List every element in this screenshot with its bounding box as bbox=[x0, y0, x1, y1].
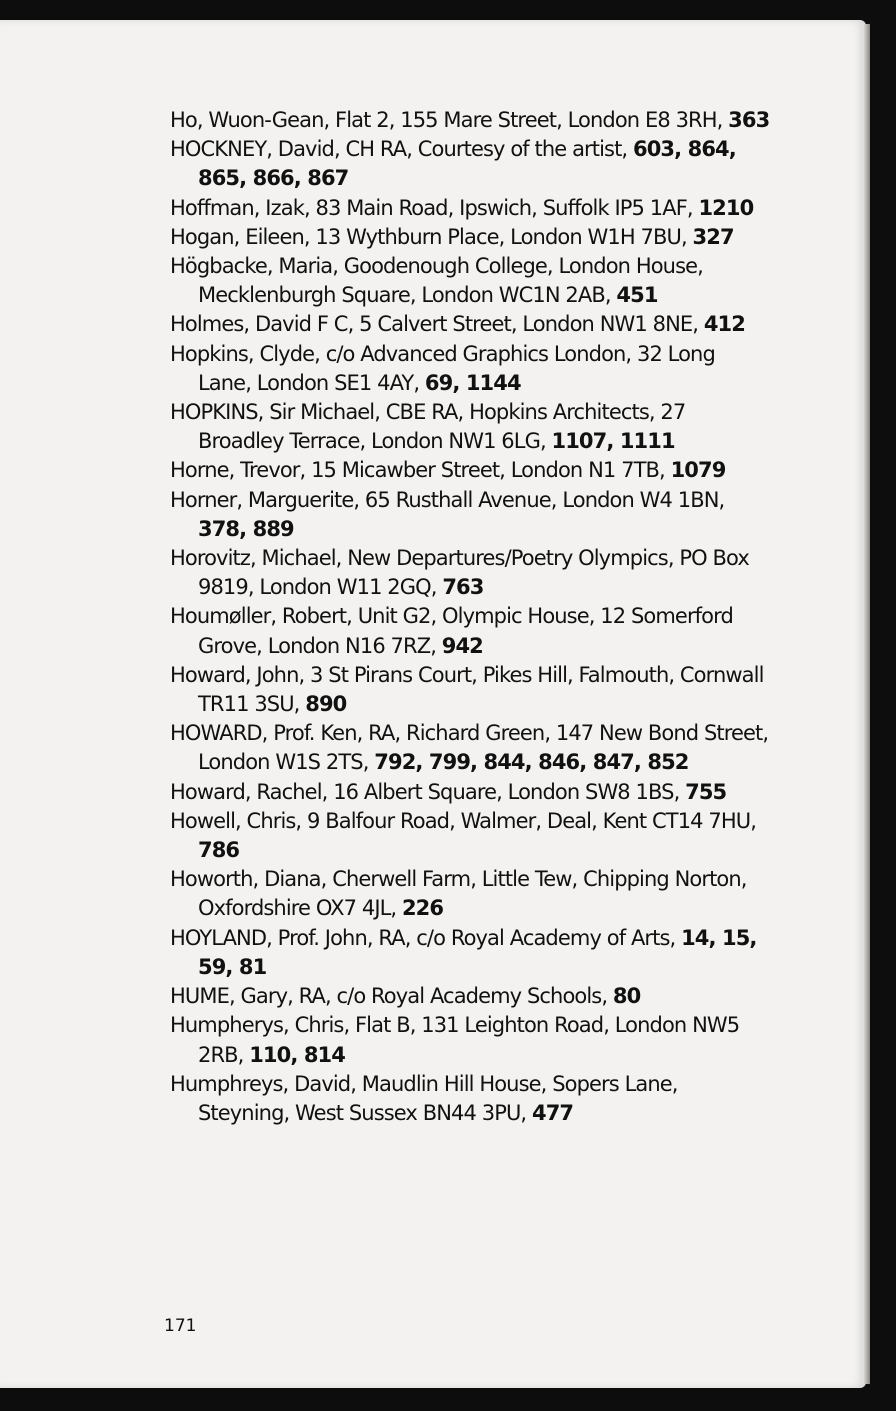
index-entry bbox=[170, 486, 770, 544]
entry-page-numbers: 327 bbox=[692, 224, 734, 249]
entry-text: Horne, Trevor, 15 Micawber Street, London N1 7TB, bbox=[170, 458, 671, 483]
entry-page-numbers: 226 bbox=[401, 896, 444, 921]
index-entry bbox=[170, 106, 770, 135]
entry-page-numbers: 942 bbox=[441, 633, 483, 658]
index-entry bbox=[170, 398, 770, 456]
entry-text: Howard, Rachel, 16 Albert Square, London SW8 1BS, bbox=[170, 779, 686, 804]
index-entry bbox=[170, 661, 770, 719]
entry-page-numbers: 792, 799, 844, 846, 847, 852 bbox=[374, 750, 689, 775]
index-entry bbox=[170, 340, 770, 398]
index-entry bbox=[170, 544, 770, 602]
entry-text: Holmes, David F C, 5 Calvert Street, London NW1 8NE, bbox=[170, 312, 704, 337]
entry-text: Humpherys, Chris, Flat B, 131 Leighton Road, London NW5 2RB, bbox=[170, 1013, 740, 1067]
index-entry bbox=[170, 602, 770, 660]
entry-text: Howard, John, 3 St Pirans Court, Pikes Hill, Falmouth, Cornwall TR11 3SU, bbox=[170, 662, 764, 717]
index-entry bbox=[170, 135, 770, 193]
index-entry bbox=[170, 223, 770, 252]
entry-text: Howorth, Diana, Cherwell Farm, Little Tew, Chipping Norton, Oxfordshire OX7 4JL, bbox=[170, 867, 747, 921]
entry-page-numbers: 110, 814 bbox=[249, 1042, 345, 1067]
entry-page-numbers: 1079 bbox=[670, 458, 726, 483]
entry-text: Horner, Marguerite, 65 Rusthall Avenue, London W4 1BN, bbox=[170, 487, 725, 512]
index-entries bbox=[170, 106, 770, 1128]
page-number: 171 bbox=[164, 1316, 197, 1336]
index-entry bbox=[170, 252, 770, 310]
entry-text: HOYLAND, Prof. John, RA, c/o Royal Academy of Arts, bbox=[170, 925, 682, 950]
entry-text: HOWARD, Prof. Ken, RA, Richard Green, 147 New Bond Street, London W1S 2TS, bbox=[170, 721, 769, 775]
entry-page-numbers: 890 bbox=[305, 692, 347, 717]
entry-text: Houmøller, Robert, Unit G2, Olympic House, 12 Somerford Grove, London N16 7RZ, bbox=[170, 604, 733, 658]
entry-page-numbers: 477 bbox=[531, 1100, 574, 1125]
entry-text: Högbacke, Maria, Goodenough College, London House, Mecklenburgh Square, London WC1N 2AB, bbox=[170, 254, 703, 308]
entry-page-numbers: 755 bbox=[685, 779, 727, 804]
entry-page-numbers: 763 bbox=[442, 575, 484, 600]
index-entry bbox=[170, 1070, 770, 1128]
page-edge bbox=[864, 24, 870, 1384]
entry-text: Horovitz, Michael, New Departures/Poetry Olympics, PO Box 9819, London W11 2GQ, bbox=[170, 546, 749, 600]
entry-page-numbers: 451 bbox=[616, 283, 658, 308]
index-entry bbox=[170, 807, 770, 865]
index-entry bbox=[170, 194, 770, 223]
entry-text: Howell, Chris, 9 Balfour Road, Walmer, Deal, Kent CT14 7HU, bbox=[170, 808, 757, 833]
entry-page-numbers: 69, 1144 bbox=[424, 370, 521, 395]
entry-page-numbers: 80 bbox=[612, 984, 641, 1009]
entry-text: Hogan, Eileen, 13 Wythburn Place, London W1H 7BU, bbox=[170, 224, 693, 249]
entry-page-numbers: 363 bbox=[728, 108, 770, 132]
entry-page-numbers: 1107, 1111 bbox=[551, 429, 675, 454]
index-entry bbox=[170, 982, 770, 1011]
index-entry bbox=[170, 778, 770, 807]
entry-text: HOCKNEY, David, CH RA, Courtesy of the artist, bbox=[170, 137, 633, 162]
index-entry bbox=[170, 924, 770, 982]
entry-page-numbers: 786 bbox=[198, 838, 240, 863]
index-entry bbox=[170, 456, 770, 485]
index-entry bbox=[170, 719, 770, 777]
index-entry bbox=[170, 1011, 770, 1069]
index-entry bbox=[170, 865, 770, 923]
index-entry bbox=[170, 310, 770, 339]
entry-page-numbers: 378, 889 bbox=[198, 516, 294, 541]
entry-text: HOPKINS, Sir Michael, CBE RA, Hopkins Architects, 27 Broadley Terrace, London NW1 6LG, bbox=[170, 400, 686, 454]
entry-page-numbers: 603, 864, 865, 866, 867 bbox=[198, 137, 736, 191]
entry-page-numbers: 1210 bbox=[698, 195, 754, 220]
entry-text: Ho, Wuon-Gean, Flat 2, 155 Mare Street, London E8 3RH, bbox=[170, 108, 729, 132]
entry-page-numbers: 14, 15, 59, 81 bbox=[198, 925, 757, 979]
entry-text: HUME, Gary, RA, c/o Royal Academy Schools, bbox=[170, 984, 613, 1009]
entry-text: Hopkins, Clyde, c/o Advanced Graphics London, 32 Long Lane, London SE1 4AY, bbox=[170, 341, 715, 395]
entry-text: Hoffman, Izak, 83 Main Road, Ipswich, Suffolk IP5 1AF, bbox=[170, 195, 699, 220]
entry-text: Humphreys, David, Maudlin Hill House, Sopers Lane, Steyning, West Sussex BN44 3PU, bbox=[170, 1071, 678, 1125]
entry-page-numbers: 412 bbox=[703, 312, 745, 337]
